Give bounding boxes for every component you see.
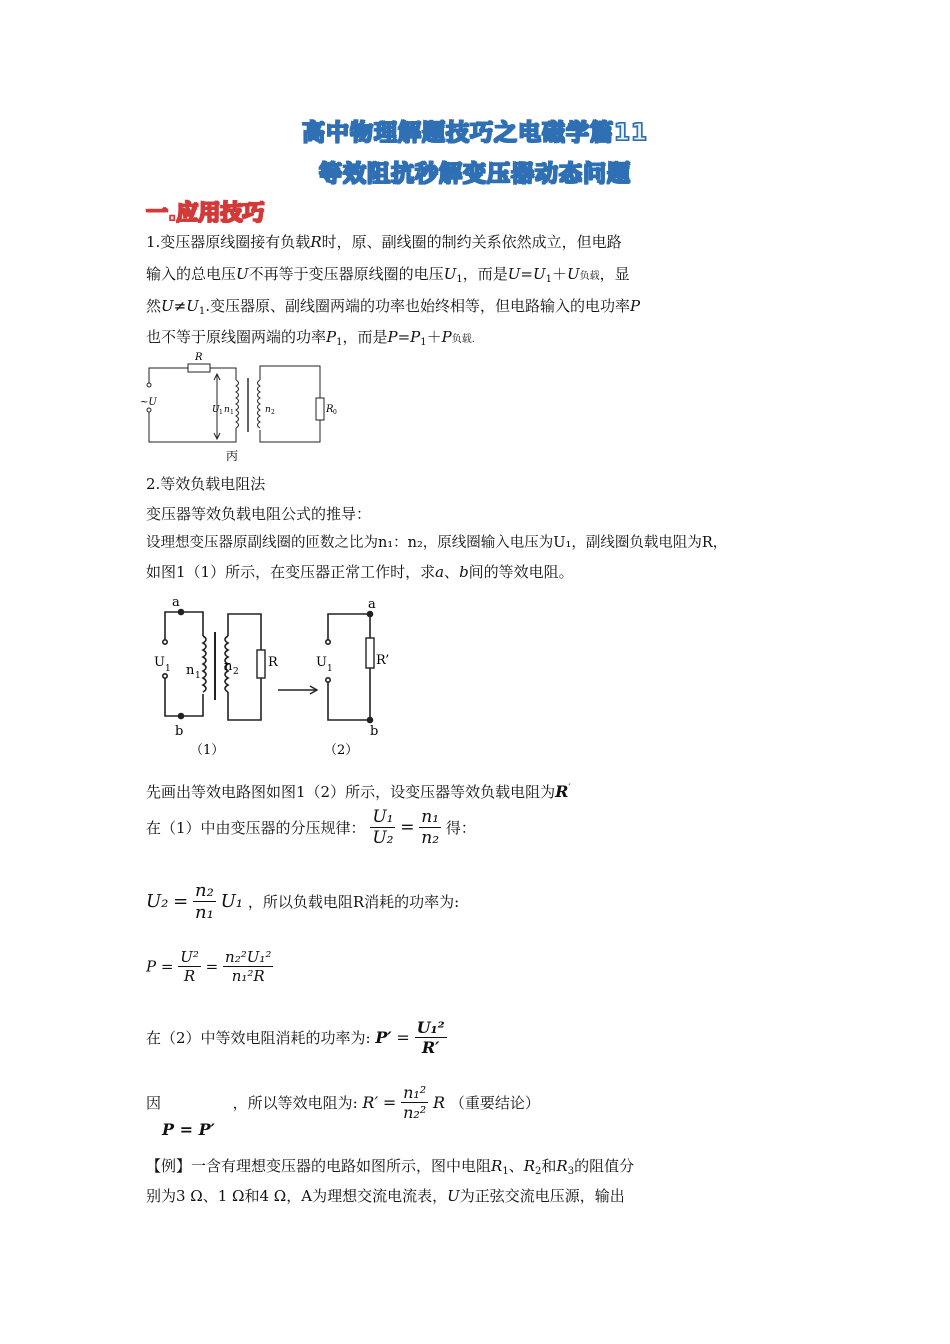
fig1-caption: 丙 [226,449,239,463]
fig2-U1bsub: 1 [327,664,333,674]
power-fraction-1: $\frac{\text{U²}}{R}$ [180,948,199,985]
fig2-Rprime: R’ [376,653,390,668]
fig2-U1sub: 1 [165,664,171,674]
u2-fraction: $\frac{\text{n₂}}{\text{n₁}}$ [195,880,214,923]
ratio-n-fraction: $\frac{\text{n₁}}{\text{n₂}}$ [421,807,440,848]
deriv-line1: 先画出等效电路图如图1（2）所示，设变压器等效负载电阻为R′ [146,782,571,801]
example-line1: 【例】一含有理想变压器的电路如图所示，图中电阻$R_1$、$R_2$和$R_3$的阻值分 [146,1157,635,1177]
fig2-n1sub: 1 [195,671,201,681]
circuit-diagram-2 [148,592,398,762]
fig2-b2: b [370,724,379,739]
fig2-a1: a [172,595,180,610]
para2-heading: 2.等效负载电阻法 [146,475,266,493]
fig1-R0-label: R [326,404,334,415]
fig2-U1: U [154,655,165,670]
fig1-source-label: ~U [140,397,157,408]
fig1-n2-label: n [265,405,271,415]
fig1-R0-sub: 0 [333,409,337,416]
fig2-n2sub: 2 [233,667,239,677]
equiv-power-fraction: $\frac{\text{U₁²}}{R'}$ [416,1018,445,1057]
fig1-n1-label: n [224,405,230,415]
fig2-a2: a [368,597,376,612]
fig1-R-label: R [195,352,203,363]
fig1-U1-sub: 1 [219,409,223,416]
para2-line2: 设理想变压器原副线圈的匝数之比为n₁：n₂，原线圈输入电压为U₁，副线圈负载电阻为R， [146,535,728,551]
deriv-line4: P = $\frac{\text{U²}}{R}$ = $\frac{\text{n₂²U₁²}}{\text{n₁²R}}$ [146,948,272,985]
circuit-diagram-1 [140,350,340,465]
para1-line1: 1.变压器原线圈接有负载R时，原、副线圈的制约关系依然成立，但电路 [146,233,622,251]
fig2-b1: b [175,724,184,739]
para2-line1: 变压器等效负载电阻公式的推导： [146,505,372,523]
page-subtitle: 等效阻抗秒解变压器动态问题 [319,161,631,187]
fig1-n2-sub: 2 [271,409,275,416]
equiv-resistance-fraction: $\frac{\text{n₁²}}{\text{n₂²}}$ [403,1083,427,1122]
fig2-caption2: （2） [324,743,359,758]
section-heading: 一.应用技巧 [146,201,265,226]
page-title: 高中物理解题技巧之电磁学篇11 [301,120,648,146]
fig2-U1b: U [316,655,327,670]
fig2-n2: n [224,659,233,674]
ratio-U-fraction: $\frac{\text{U₁}}{\text{U₂}}$ [372,807,394,848]
deriv-line6: 因 ，所以等效电阻为: R′ = $\frac{\text{n₁²}}{\text{n₂²}}$ R （重要结论） [146,1083,540,1122]
para1-line4: 也不等于原线圈两端的功率$P_1$，而是$P=P_1+P$负载. [146,328,475,348]
para1-line3: 然$U\ne U_1$.变压器原、副线圈两端的功率也始终相等，但电路输入的电功率P [146,297,641,317]
example-line2: 别为3 Ω、1 Ω和4 Ω，A为理想交流电流表，U为正弦交流电压源，输出 [146,1187,625,1205]
fig1-n1-sub: 1 [230,409,234,416]
fig2-caption1: （1） [190,743,225,758]
fig2-n1: n [186,663,195,678]
power-equality: P = P′ [162,1120,215,1139]
para1-line2: 输入的总电压U不再等于变压器原线圈的电压$U_1$，而是$U=U_1+U$负载，显 [146,265,630,285]
power-fraction-2: $\frac{\text{n₂²U₁²}}{\text{n₁²R}}$ [225,948,272,985]
deriv-line3: U₂ = $\frac{\text{n₂}}{\text{n₁}}$ U₁ ，所以负载电阻R消耗的功率为: [146,880,460,923]
deriv-line2: 在（1）中由变压器的分压规律： $\frac{\text{U₁}}{\text{U₂}}$ = $\frac{\text{n₁}}{\text{n₂}}$ 得： [146,807,476,848]
para2-line3: 如图1（1）所示，在变压器正常工作时，求a、b间的等效电阻。 [146,563,574,581]
fig1-U1-label: U [212,405,220,415]
fig2-R: R [268,655,278,670]
deriv-line5: 在（2）中等效电阻消耗的功率为: P′ = $\frac{\text{U₁²}}{R'}$ [146,1018,445,1057]
